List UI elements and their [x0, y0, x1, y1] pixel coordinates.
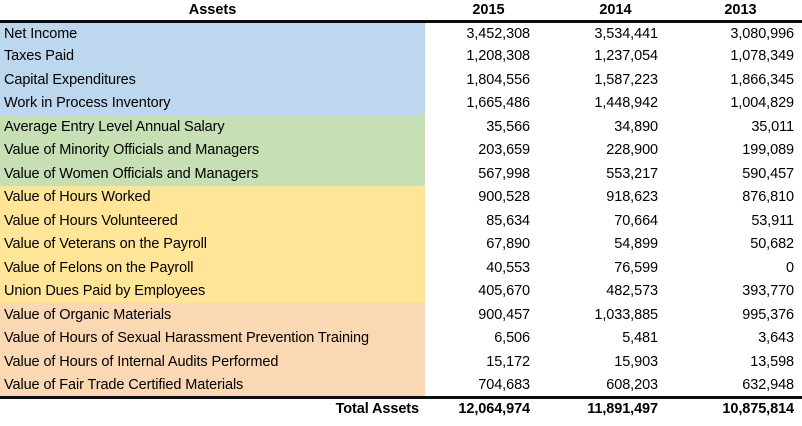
column-header-2015[interactable]: 2015 — [425, 0, 552, 21]
value-cell-2015[interactable]: 67,890 — [486, 236, 530, 253]
row-label-cell[interactable]: Value of Fair Trade Certified Materials — [0, 374, 425, 398]
value-cell-2014[interactable]: 482,573 — [606, 283, 658, 300]
row-label-cell[interactable]: Union Dues Paid by Employees — [0, 280, 425, 304]
table-row — [0, 327, 802, 351]
table-row — [0, 209, 802, 233]
table-row — [0, 162, 802, 186]
row-label-cell[interactable]: Net Income — [0, 21, 425, 45]
value-cell-2014[interactable]: 1,237,054 — [594, 48, 658, 65]
value-cell-2015[interactable]: 900,528 — [478, 189, 530, 206]
value-cell-2013[interactable]: 1,004,829 — [730, 95, 794, 112]
row-label-cell[interactable]: Taxes Paid — [0, 45, 425, 69]
value-cell-2013[interactable]: 590,457 — [742, 165, 794, 182]
row-label-cell[interactable]: Value of Hours of Sexual Harassment Prevention Training — [0, 327, 425, 351]
table-header — [0, 0, 802, 21]
row-label-cell[interactable]: Value of Hours of Internal Audits Performed — [0, 350, 425, 374]
row-label-cell[interactable]: Value of Felons on the Payroll — [0, 256, 425, 280]
value-cell-2015[interactable]: 85,634 — [486, 212, 530, 229]
row-label-cell[interactable]: Value of Hours Volunteered — [0, 209, 425, 233]
table-row — [0, 256, 802, 280]
row-label-cell[interactable]: Value of Veterans on the Payroll — [0, 233, 425, 257]
table-row — [0, 139, 802, 163]
value-cell-2013[interactable]: 393,770 — [742, 283, 794, 300]
value-cell-2014[interactable]: 15,903 — [614, 353, 658, 370]
value-cell-2014[interactable]: 1,448,942 — [594, 95, 658, 112]
value-cell-2015[interactable]: 6,506 — [494, 330, 530, 347]
value-cell-2015[interactable]: 3,452,308 — [466, 25, 530, 42]
table-row — [0, 350, 802, 374]
value-cell-2013[interactable]: 3,080,996 — [730, 25, 794, 42]
value-cell-2014[interactable]: 228,900 — [606, 142, 658, 159]
value-cell-2013[interactable]: 1,866,345 — [730, 71, 794, 88]
value-cell-2013[interactable]: 876,810 — [742, 189, 794, 206]
column-header-2014[interactable]: 2014 — [552, 0, 679, 21]
value-cell-2013[interactable]: 995,376 — [742, 306, 794, 323]
column-header-2013[interactable]: 2013 — [679, 0, 802, 21]
table-footer — [0, 397, 802, 420]
value-cell-2013[interactable]: 199,089 — [742, 142, 794, 159]
table-row — [0, 186, 802, 210]
table-row — [0, 21, 802, 45]
value-cell-2014[interactable]: 3,534,441 — [594, 25, 658, 42]
value-cell-2015[interactable]: 567,998 — [478, 165, 530, 182]
value-cell-2015[interactable]: 1,208,308 — [466, 48, 530, 65]
table-row — [0, 233, 802, 257]
value-cell-2013[interactable]: 0 — [786, 259, 794, 276]
value-cell-2014[interactable]: 553,217 — [606, 165, 658, 182]
value-cell-2015[interactable]: 900,457 — [478, 306, 530, 323]
table-row — [0, 374, 802, 398]
row-label-cell[interactable]: Work in Process Inventory — [0, 92, 425, 116]
value-cell-2015[interactable]: 405,670 — [478, 283, 530, 300]
total-value-cell-2015[interactable]: 12,064,974 — [425, 397, 552, 420]
value-cell-2014[interactable]: 608,203 — [606, 376, 658, 393]
value-cell-2014[interactable]: 70,664 — [614, 212, 658, 229]
row-label-cell[interactable]: Average Entry Level Annual Salary — [0, 115, 425, 139]
total-value-cell-2013[interactable]: 10,875,814 — [679, 397, 802, 420]
value-cell-2015[interactable]: 35,566 — [486, 118, 530, 135]
value-cell-2013[interactable]: 13,598 — [750, 353, 794, 370]
value-cell-2014[interactable]: 918,623 — [606, 189, 658, 206]
value-cell-2014[interactable]: 5,481 — [622, 330, 658, 347]
table-row — [0, 303, 802, 327]
row-label-cell[interactable]: Capital Expenditures — [0, 68, 425, 92]
header-row — [0, 0, 802, 21]
value-cell-2014[interactable]: 34,890 — [614, 118, 658, 135]
value-cell-2015[interactable]: 704,683 — [478, 376, 530, 393]
row-label-cell[interactable]: Value of Women Officials and Managers — [0, 162, 425, 186]
total-row — [0, 397, 802, 420]
value-cell-2015[interactable]: 15,172 — [486, 353, 530, 370]
value-cell-2014[interactable]: 76,599 — [614, 259, 658, 276]
row-label-cell[interactable]: Value of Minority Officials and Managers — [0, 139, 425, 163]
total-label-cell[interactable]: Total Assets — [0, 397, 425, 420]
table-row — [0, 115, 802, 139]
value-cell-2015[interactable]: 1,804,556 — [466, 71, 530, 88]
value-cell-2013[interactable]: 50,682 — [750, 236, 794, 253]
table-row — [0, 68, 802, 92]
value-cell-2015[interactable]: 203,659 — [478, 142, 530, 159]
value-cell-2013[interactable]: 3,643 — [758, 330, 794, 347]
total-value-cell-2014[interactable]: 11,891,497 — [552, 397, 679, 420]
row-label-cell[interactable]: Value of Hours Worked — [0, 186, 425, 210]
table-row — [0, 45, 802, 69]
value-cell-2013[interactable]: 1,078,349 — [730, 48, 794, 65]
table-row — [0, 92, 802, 116]
value-cell-2013[interactable]: 632,948 — [742, 376, 794, 393]
value-cell-2015[interactable]: 1,665,486 — [466, 95, 530, 112]
value-cell-2014[interactable]: 54,899 — [614, 236, 658, 253]
value-cell-2013[interactable]: 35,011 — [751, 118, 794, 135]
row-label-cell[interactable]: Value of Organic Materials — [0, 303, 425, 327]
value-cell-2014[interactable]: 1,033,885 — [594, 306, 658, 323]
table-body — [0, 21, 802, 397]
column-header-assets[interactable]: Assets — [0, 0, 425, 21]
value-cell-2014[interactable]: 1,587,223 — [594, 71, 658, 88]
value-cell-2015[interactable]: 40,553 — [486, 259, 530, 276]
table-row — [0, 280, 802, 304]
value-cell-2013[interactable]: 53,911 — [751, 212, 794, 229]
